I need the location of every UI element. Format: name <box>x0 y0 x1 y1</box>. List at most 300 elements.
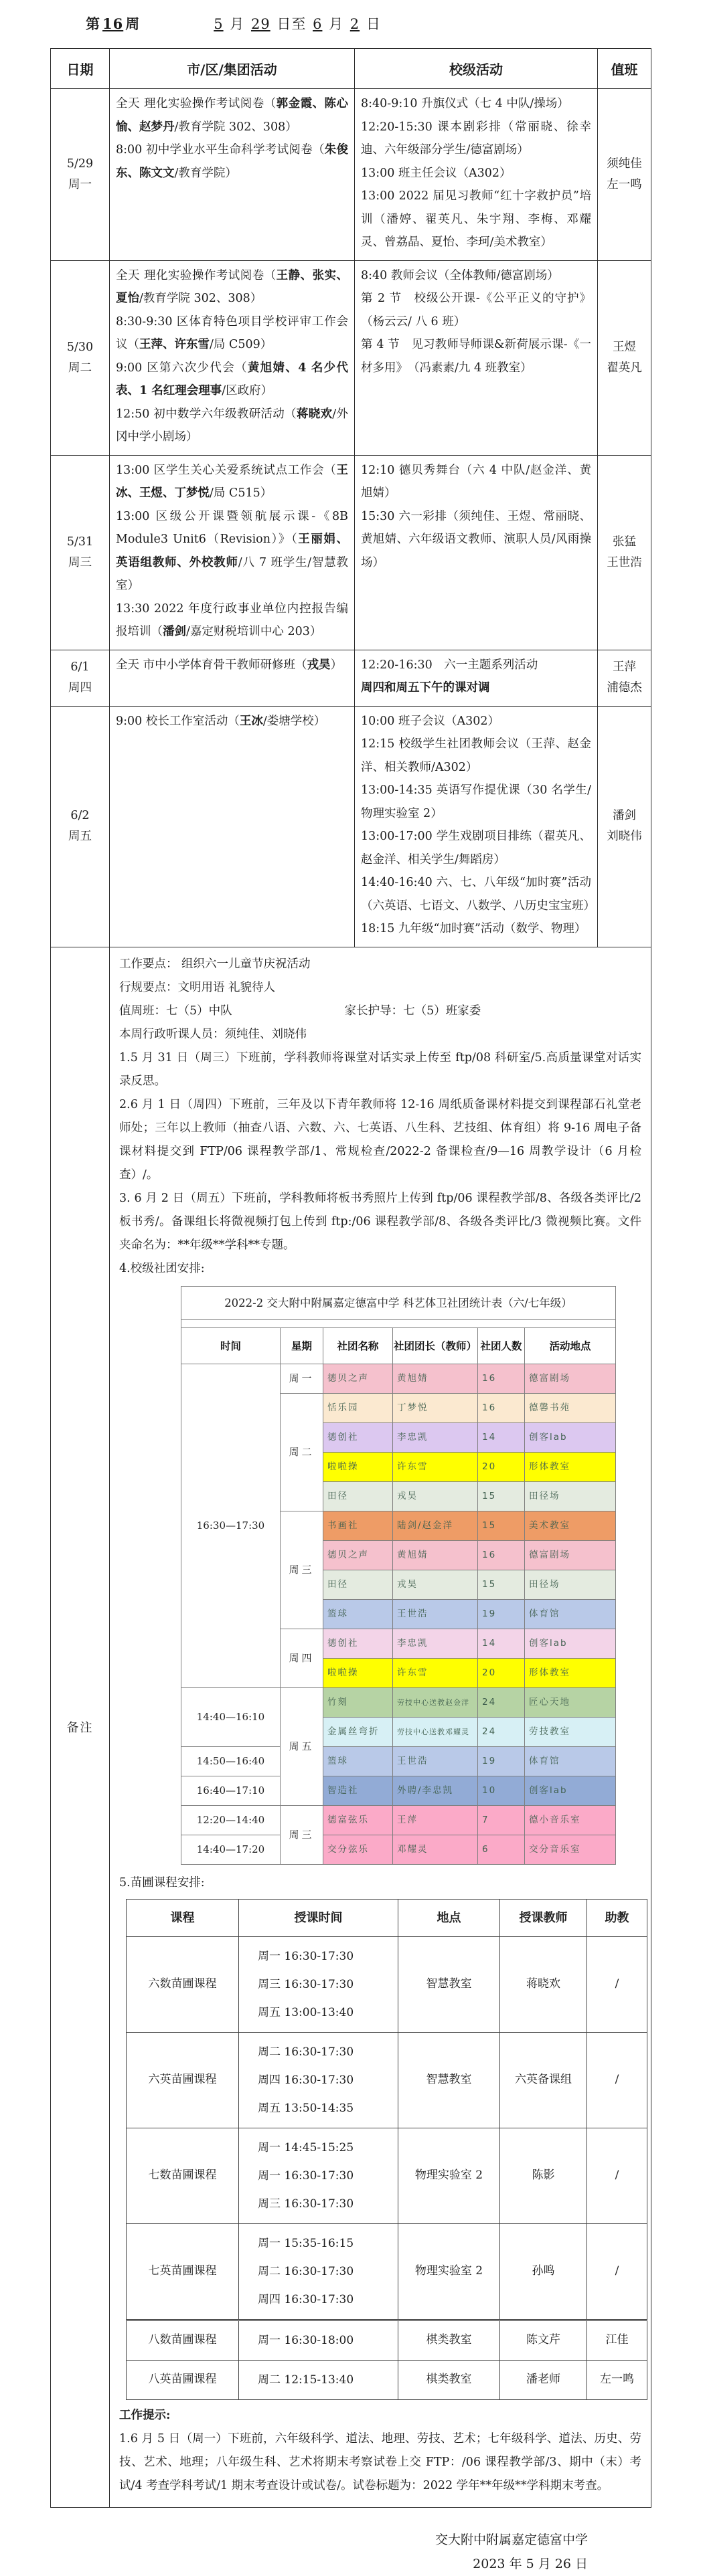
date-number: 5 <box>214 16 224 32</box>
document-footer <box>0 2528 703 2576</box>
duty-person: 翟英凡 <box>607 361 642 375</box>
club-count-cell: 19 <box>478 1746 525 1776</box>
school-activity-line <box>361 162 591 185</box>
club-time-cell: 16:30—17:30 <box>181 1364 281 1687</box>
plain-text: 12:10 德贝秀舞台（六 4 中队/赵金洋、黄旭婧） <box>361 463 591 500</box>
plain-text: 13:00-17:00 学生戏剧项目排练（翟英凡、赵金洋、相关学生/舞蹈房） <box>361 830 591 866</box>
club-count-cell: 10 <box>478 1776 525 1805</box>
city-activities-cell <box>110 89 355 261</box>
plain-text: 8:40 教师会议（全体教师/德富剧场） <box>361 268 559 282</box>
date-value: 6/2 <box>70 809 90 822</box>
bold-name-text: 朱俊东、陈文文 <box>116 143 348 180</box>
school-activity-line <box>361 116 591 162</box>
seed-place-cell: 棋类教室 <box>398 2360 500 2399</box>
plain-text: 13:00-14:35 英语写作提优课（30 名学生/物理实验室 2） <box>361 784 591 820</box>
duty-week-class: 值周班：七（5）中队 <box>119 1004 232 1018</box>
club-count-cell: 20 <box>478 1658 525 1687</box>
club-leader-cell: 李忠凯 <box>393 1422 478 1452</box>
club-name-cell: 德贝之声 <box>323 1540 393 1570</box>
schedule-header-row <box>51 49 651 89</box>
club-leader-cell: 丁梦悦 <box>393 1393 478 1422</box>
club-name-cell: 交分弦乐 <box>323 1835 393 1864</box>
club-count-cell: 20 <box>478 1452 525 1481</box>
school-activity-line <box>361 871 595 917</box>
city-activities-cell <box>110 650 355 706</box>
plain-text: /区政府） <box>222 384 273 397</box>
plain-text: 全天 理化实验操作考试阅卷（ <box>116 268 277 282</box>
week-number: 16 <box>102 15 124 32</box>
seed-place-cell: 物理实验室 2 <box>398 2128 500 2223</box>
club-place-cell: 形体教室 <box>525 1452 616 1481</box>
duty-person: 浦德杰 <box>607 681 642 695</box>
plain-text: 8:30-9:30 区体育特色项目学校评审工作会议（ <box>116 314 348 351</box>
club-place-cell: 创客lab <box>525 1629 616 1658</box>
seed-times-cell <box>239 1936 398 2032</box>
weekday-value: 周一 <box>68 177 92 191</box>
club-name-cell: 恬乐园 <box>323 1393 393 1422</box>
duty-week-line <box>119 1000 641 1023</box>
schedule-row-5-30 <box>51 260 651 455</box>
plain-text: /教育学院 302、308） <box>139 292 262 305</box>
seed-time-line: 周一 16:30-17:30 <box>258 1949 354 1963</box>
date-cell <box>51 260 110 455</box>
club-column-header-5: 活动地点 <box>525 1327 616 1364</box>
club-table-title: 2022-2 交大附中附属嘉定德富中学 科艺体卫社团统计表（六/七年级） <box>181 1286 616 1319</box>
seed-row-5 <box>127 2360 647 2399</box>
school-activity-line <box>361 917 591 941</box>
seed-course-cell: 八英苗圃课程 <box>127 2360 239 2399</box>
admin-listeners: 本周行政听课人员：须纯佳、刘晓伟 <box>119 1027 307 1041</box>
seed-times-cell <box>239 2360 398 2399</box>
footer-date: 2023 年 5 月 26 日 <box>473 2556 588 2571</box>
seed-column-header-4: 助教 <box>587 1899 647 1936</box>
city-activity-line <box>116 310 348 357</box>
seed-assistant-cell: / <box>587 1936 647 2032</box>
plain-text: 13:30 2022 年度行政事业单位内控报告编报培训（ <box>116 602 348 638</box>
school-activities-cell <box>355 455 598 650</box>
seed-column-header-0: 课程 <box>127 1899 239 1936</box>
club-name-cell: 德创社 <box>323 1422 393 1452</box>
schedule-row-5-29 <box>51 89 651 261</box>
club-place-cell: 创客lab <box>525 1422 616 1452</box>
club-count-cell: 6 <box>478 1835 525 1864</box>
club-count-cell: 19 <box>478 1599 525 1629</box>
plain-text: 12:15 校级学生社团教师会议（王萍、赵金洋、相关教师/A302） <box>361 737 591 774</box>
city-activity-line <box>116 139 348 185</box>
seed-course-cell: 七数苗圃课程 <box>127 2128 239 2223</box>
club-gap-row <box>181 1319 616 1327</box>
city-activity-line <box>116 710 348 733</box>
duty-cell <box>598 650 651 706</box>
date-value: 6/1 <box>70 660 90 674</box>
club-week-cell: 周三 <box>281 1511 323 1629</box>
seed-assistant-cell: 江佳 <box>587 2320 647 2360</box>
date-text: 月 <box>323 16 349 32</box>
bold-name-text: 周四和周五下午的课对调 <box>361 681 490 695</box>
school-activity-line <box>361 779 591 825</box>
plain-text: 第 2 节 校级公开课-《公平正义的守护》（杨云云/ 八 6 班） <box>361 292 591 329</box>
seed-header-row <box>127 1899 647 1936</box>
column-header-3: 值班 <box>598 49 651 89</box>
plain-text: 13:00 区学生关心关爱系统试点工作会（ <box>116 463 337 477</box>
seed-teacher-cell: 蒋晓欢 <box>500 1936 587 2032</box>
seed-place-cell: 物理实验室 2 <box>398 2223 500 2320</box>
club-place-cell: 田径场 <box>525 1481 616 1511</box>
club-time-cell: 14:40—17:20 <box>181 1835 281 1864</box>
footer-school-name: 交大附中附属嘉定德富中学 <box>435 2532 588 2547</box>
club-count-cell: 16 <box>478 1540 525 1570</box>
club-week-cell: 周三 <box>281 1805 323 1864</box>
date-cell <box>51 455 110 650</box>
seed-row-0 <box>127 1936 647 2032</box>
club-week-cell: 周四 <box>281 1629 323 1687</box>
club-place-cell: 体育馆 <box>525 1746 616 1776</box>
club-leader-cell: 王世浩 <box>393 1599 478 1629</box>
remark-note-3: 3. 6 月 2 日（周五）下班前，学科教师将板书秀照片上传到 ftp/06 课程教学部/8、各级各类评比/2 板书秀/。备课组长将微视频打包上传到 ftp:/06 课程教学部/8、各级各类评比/3 微视频比赛。文件夹命名为：**年级**学科**专题。 <box>119 1191 641 1252</box>
club-header-row <box>181 1327 616 1364</box>
school-activity-line <box>361 264 591 288</box>
plain-text: /八 7 班学生/智慧教室） <box>116 555 348 592</box>
club-count-cell: 24 <box>478 1717 525 1746</box>
seedling-label: 5.苗圃课程安排: <box>119 1875 205 1890</box>
club-count-cell: 15 <box>478 1481 525 1511</box>
duty-person: 王萍 <box>613 660 636 674</box>
school-activity-line <box>361 185 591 254</box>
duty-person: 王世浩 <box>607 555 642 569</box>
remark-note-4: 4.校级社团安排: <box>119 1261 205 1275</box>
duty-person: 张猛 <box>613 535 636 549</box>
club-place-cell: 交分音乐室 <box>525 1835 616 1864</box>
club-leader-cell: 戎昊 <box>393 1570 478 1599</box>
seed-course-cell: 八数苗圃课程 <box>127 2320 239 2360</box>
seed-row-3 <box>127 2223 647 2320</box>
club-place-cell: 德小音乐室 <box>525 1805 616 1835</box>
city-activities-cell <box>110 260 355 455</box>
bold-name-text: 黄旭婧、4 名少代表、1 名红理会理事 <box>116 361 348 397</box>
club-week-cell: 周一 <box>281 1364 323 1393</box>
duty-person: 王煜 <box>613 340 636 354</box>
document-header <box>0 9 703 48</box>
schedule-row-6-1 <box>51 650 651 706</box>
duty-person: 须纯佳 <box>607 157 642 171</box>
school-activities-cell <box>355 89 598 261</box>
club-leader-cell: 黄旭婧 <box>393 1540 478 1570</box>
seed-row-1 <box>127 2032 647 2128</box>
date-text: 日至 <box>271 16 312 32</box>
club-place-cell: 创客lab <box>525 1776 616 1805</box>
club-place-cell: 形体教室 <box>525 1658 616 1687</box>
seed-time-line: 周一 16:30-17:30 <box>258 2169 354 2183</box>
seed-times-cell <box>239 2128 398 2223</box>
plain-text: /外冈中学小剧场） <box>116 407 348 444</box>
seed-time-line: 周五 13:00-13:40 <box>258 2005 354 2019</box>
plain-text: 13:00 区级公开课暨领航展示课-《8B Module3 Unit6（Revision）》（ <box>116 509 348 546</box>
bold-name-text: 王冰 <box>239 714 263 728</box>
seed-teacher-cell: 陈文芹 <box>500 2320 587 2360</box>
seed-column-header-1: 授课时间 <box>239 1899 398 1936</box>
weekday-value: 周四 <box>68 681 92 695</box>
club-time-cell: 12:20—14:40 <box>181 1805 281 1835</box>
plain-text: 10:00 班子会议（A302） <box>361 714 500 728</box>
club-time-cell: 14:40—16:10 <box>181 1687 281 1746</box>
plain-text: /嘉定财税培训中心 203） <box>186 625 322 638</box>
duty-cell <box>598 455 651 650</box>
club-leader-cell: 戎昊 <box>393 1481 478 1511</box>
seed-teacher-cell: 潘老师 <box>500 2360 587 2399</box>
date-number: 2 <box>349 16 360 32</box>
seed-place-cell: 棋类教室 <box>398 2320 500 2360</box>
date-value: 5/31 <box>66 535 94 549</box>
club-title-row <box>181 1286 616 1319</box>
plain-text: 8:40-9:10 升旗仪式（七 4 中队/操场） <box>361 97 569 110</box>
school-activity-line <box>361 733 591 779</box>
work-tips-heading: 工作提示: <box>119 2408 171 2422</box>
duty-person: 刘晓伟 <box>607 830 642 843</box>
remark-label-cell: 备注 <box>51 947 110 2507</box>
seed-teacher-cell: 孙鸣 <box>500 2223 587 2320</box>
seed-time-line: 周五 13:50-14:35 <box>258 2101 354 2115</box>
seed-time-line: 周三 16:30-17:30 <box>258 1977 354 1991</box>
plain-text: 15:30 六一彩排（须纯佳、王煜、常丽晓、黄旭婧、六年级语文教师、演职人员/风雨操场） <box>361 509 591 569</box>
club-name-cell: 金属丝弯折 <box>323 1717 393 1746</box>
plain-text: 全天 理化实验操作考试阅卷（ <box>116 97 277 110</box>
school-activity-line <box>361 459 591 505</box>
seed-row-4 <box>127 2320 647 2360</box>
date-text: 日 <box>361 16 381 32</box>
seed-course-cell: 七英苗圃课程 <box>127 2223 239 2320</box>
bold-name-text: 王丽娟、英语组教师、外校教师 <box>116 533 349 569</box>
city-activity-line <box>116 654 348 677</box>
seedling-course-table <box>126 1899 647 2400</box>
city-activity-line <box>116 264 348 310</box>
club-leader-cell: 王萍 <box>393 1805 478 1835</box>
date-cell <box>51 650 110 706</box>
seed-course-cell: 六英苗圃课程 <box>127 2032 239 2128</box>
club-place-cell: 田径场 <box>525 1570 616 1599</box>
date-value: 5/30 <box>66 340 94 354</box>
date-text: 月 <box>224 16 250 32</box>
club-leader-cell: 王世浩 <box>393 1746 478 1776</box>
plain-text: 18:15 九年级“加时赛”活动（数学、物理） <box>361 922 587 935</box>
club-count-cell: 24 <box>478 1687 525 1717</box>
club-leader-cell: 许东雪 <box>393 1658 478 1687</box>
plain-text: 全天 市中小学体育骨干教师研修班（ <box>116 658 307 672</box>
seed-teacher-cell: 六英备课组 <box>500 2032 587 2128</box>
club-count-cell: 7 <box>478 1805 525 1835</box>
club-count-cell: 16 <box>478 1364 525 1393</box>
duty-cell <box>598 706 651 947</box>
school-activity-line <box>361 333 591 379</box>
club-name-cell: 啦啦操 <box>323 1658 393 1687</box>
club-time-cell: 16:40—17:10 <box>181 1776 281 1805</box>
club-row-15 <box>181 1805 616 1835</box>
club-leader-cell: 陆剑/赵金洋 <box>393 1511 478 1540</box>
club-name-cell: 田径 <box>323 1570 393 1599</box>
conduct-points: 行规要点：文明用语 礼貌待人 <box>119 980 276 994</box>
club-column-header-3: 社团团长（教师） <box>393 1327 478 1364</box>
club-place-cell: 劳技教室 <box>525 1717 616 1746</box>
bold-name-text: 戎昊 <box>307 658 331 672</box>
seed-time-line: 周一 15:35-16:15 <box>258 2236 354 2250</box>
schedule-row-5-31 <box>51 455 651 650</box>
bold-name-text: 王静、张实、夏怡 <box>116 268 349 305</box>
school-activity-line <box>361 505 591 575</box>
seed-times-cell <box>239 2223 398 2320</box>
school-activities-cell <box>355 650 598 706</box>
club-count-cell: 16 <box>478 1393 525 1422</box>
city-activity-line <box>116 92 348 139</box>
work-points: 工作要点： 组织六一儿童节庆祝活动 <box>119 957 311 971</box>
plain-text: /教育学院） <box>174 166 237 180</box>
club-row-13 <box>181 1746 616 1776</box>
club-row-14 <box>181 1776 616 1805</box>
plain-text: ） <box>330 658 343 672</box>
column-header-2: 校级活动 <box>355 49 598 89</box>
club-week-cell: 周二 <box>281 1393 323 1511</box>
plain-text: /局 C509） <box>210 338 272 351</box>
duty-cell <box>598 260 651 455</box>
seed-time-line: 周一 14:45-15:25 <box>258 2140 354 2154</box>
club-name-cell: 田径 <box>323 1481 393 1511</box>
plain-text: /娄塘学校） <box>262 714 326 728</box>
school-activities-cell <box>355 260 598 455</box>
week-suffix: 周 <box>125 15 141 32</box>
club-name-cell: 德创社 <box>323 1629 393 1658</box>
club-week-cell: 周五 <box>281 1687 323 1805</box>
club-count-cell: 15 <box>478 1570 525 1599</box>
club-time-cell: 14:50—16:40 <box>181 1746 281 1776</box>
city-activity-line <box>116 505 348 597</box>
seed-column-header-2: 地点 <box>398 1899 500 1936</box>
plain-text: 9:00 区第六次少代会（ <box>116 361 248 375</box>
seed-place-cell: 智慧教室 <box>398 1936 500 2032</box>
duty-person: 左一鸣 <box>607 177 642 191</box>
remark-note-1: 1.5 月 31 日（周三）下班前，学科教师将课堂对话实录上传至 ftp/08 科研室/5.高质量课堂对话实录反思。 <box>119 1050 641 1088</box>
school-activity-line <box>361 654 591 677</box>
school-activity-line <box>361 92 591 116</box>
club-leader-cell: 劳技中心送教赵金洋 <box>393 1687 478 1717</box>
club-count-cell: 14 <box>478 1422 525 1452</box>
club-place-cell: 体育馆 <box>525 1599 616 1629</box>
school-activity-line <box>361 676 591 700</box>
club-column-header-1: 星期 <box>281 1327 323 1364</box>
plain-text: /局 C515） <box>210 486 272 500</box>
remark-row <box>51 947 651 2507</box>
club-column-header-0: 时间 <box>181 1327 281 1364</box>
city-activity-line <box>116 597 348 644</box>
column-header-1: 市/区/集团活动 <box>110 49 355 89</box>
plain-text: /教育学院 302、308） <box>174 120 297 134</box>
remark-content-cell <box>110 947 651 2507</box>
seed-assistant-cell: / <box>587 2223 647 2320</box>
club-name-cell: 篮球 <box>323 1746 393 1776</box>
club-statistics-table <box>181 1286 616 1865</box>
club-name-cell: 智造社 <box>323 1776 393 1805</box>
bold-name-text: 蒋晓欢 <box>296 407 333 421</box>
schedule-row-6-2 <box>51 706 651 947</box>
club-leader-cell: 黄旭婧 <box>393 1364 478 1393</box>
seed-place-cell: 智慧教室 <box>398 2032 500 2128</box>
bold-name-text: 王冰、王煜、丁梦悦 <box>116 463 348 500</box>
week-prefix: 第 <box>86 15 100 32</box>
column-header-0: 日期 <box>51 49 110 89</box>
seed-time-line: 周二 16:30-17:30 <box>258 2264 354 2278</box>
date-range <box>212 13 381 33</box>
club-count-cell: 14 <box>478 1629 525 1658</box>
seed-time-line: 周四 16:30-17:30 <box>258 2073 354 2087</box>
date-value: 5/29 <box>66 157 94 171</box>
club-row-16 <box>181 1835 616 1864</box>
club-name-cell: 竹刻 <box>323 1687 393 1717</box>
date-number: 6 <box>313 16 323 32</box>
date-cell <box>51 706 110 947</box>
club-name-cell: 篮球 <box>323 1599 393 1629</box>
duty-cell <box>598 89 651 261</box>
city-activities-cell <box>110 455 355 650</box>
club-leader-cell: 邓耀灵 <box>393 1835 478 1864</box>
school-activity-line <box>361 710 591 733</box>
weekday-value: 周五 <box>68 830 92 843</box>
plain-text: 12:20-16:30 六一主题系列活动 <box>361 658 538 672</box>
club-leader-cell: 劳技中心送教邓耀灵 <box>393 1717 478 1746</box>
weekday-value: 周二 <box>68 361 92 375</box>
work-tip-1: 1.6 月 5 日（周一）下班前，六年级科学、道法、地理、劳技、艺术；七年级科学、道法、历史、劳技、艺术、地理；八年级生科、艺术将期末考察试卷上交 FTP：/06 课程教学部/3、期中（末）考试/4 考查学科考试/1 期末考查设计或试卷/。试卷标题为：2022 学年**年级**学科期末考查。 <box>119 2431 641 2492</box>
seed-time-line: 周四 16:30-17:30 <box>258 2292 354 2306</box>
bold-name-text: 王萍、许东雪 <box>139 338 210 351</box>
club-place-cell: 德馨书苑 <box>525 1393 616 1422</box>
city-activity-line <box>116 403 348 449</box>
school-activities-cell <box>355 706 598 947</box>
seed-assistant-cell: / <box>587 2032 647 2128</box>
schedule-table <box>50 48 651 2508</box>
club-name-cell: 啦啦操 <box>323 1452 393 1481</box>
club-name-cell: 德富弦乐 <box>323 1805 393 1835</box>
seed-teacher-cell: 陈影 <box>500 2128 587 2223</box>
week-label <box>86 13 140 33</box>
plain-text: 12:20-15:30 课本剧彩排（常丽晓、徐幸迪、六年级部分学生/德富剧场） <box>361 120 591 157</box>
club-leader-cell: 李忠凯 <box>393 1629 478 1658</box>
seed-times-cell <box>239 2032 398 2128</box>
club-column-header-4: 社团人数 <box>478 1327 525 1364</box>
club-name-cell: 德贝之声 <box>323 1364 393 1393</box>
plain-text: 13:00 班主任会议（A302） <box>361 166 512 180</box>
seed-time-line: 周二 16:30-17:30 <box>258 2045 354 2059</box>
duty-person: 潘剑 <box>613 809 636 822</box>
club-column-header-2: 社团名称 <box>323 1327 393 1364</box>
club-row-0 <box>181 1364 616 1393</box>
seed-time-line: 周三 16:30-17:30 <box>258 2197 354 2211</box>
bold-name-text: 潘剑 <box>163 625 186 638</box>
parent-escort: 家长护导：七（5）班家委 <box>344 1004 481 1018</box>
club-place-cell: 德富剧场 <box>525 1540 616 1570</box>
club-leader-cell: 外聘/李忠凯 <box>393 1776 478 1805</box>
city-activity-line <box>116 459 348 505</box>
plain-text: 14:40-16:40 六、七、八年级“加时赛”活动（六英语、七语文、八数学、八历史宝宝班） <box>361 876 595 913</box>
club-leader-cell: 许东雪 <box>393 1452 478 1481</box>
seed-time-line: 周二 12:15-13:40 <box>258 2373 354 2387</box>
date-number: 29 <box>250 16 270 32</box>
club-place-cell: 匠心天地 <box>525 1687 616 1717</box>
seed-assistant-cell: / <box>587 2128 647 2223</box>
club-place-cell: 德富剧场 <box>525 1364 616 1393</box>
plain-text: 12:50 初中数学六年级教研活动（ <box>116 407 297 421</box>
club-row-11 <box>181 1687 616 1717</box>
remark-note-2: 2.6 月 1 日（周四）下班前，三年及以下青年教师将 12-16 周纸质备课材料提交到课程部石礼堂老师处；三年以上教师（抽查八语、六数、六、七英语、八生科、艺技组、体育组）将 9-16 周电子备课材料提交到 FTP/06 课程教学部/1、常规检查/2022-2 备课检查/9—16 周教学设计（6 月检查）/。 <box>119 1097 641 1182</box>
date-cell <box>51 89 110 261</box>
seed-time-line: 周一 16:30-18:00 <box>258 2333 354 2347</box>
weekday-value: 周三 <box>68 555 92 569</box>
club-count-cell: 15 <box>478 1511 525 1540</box>
